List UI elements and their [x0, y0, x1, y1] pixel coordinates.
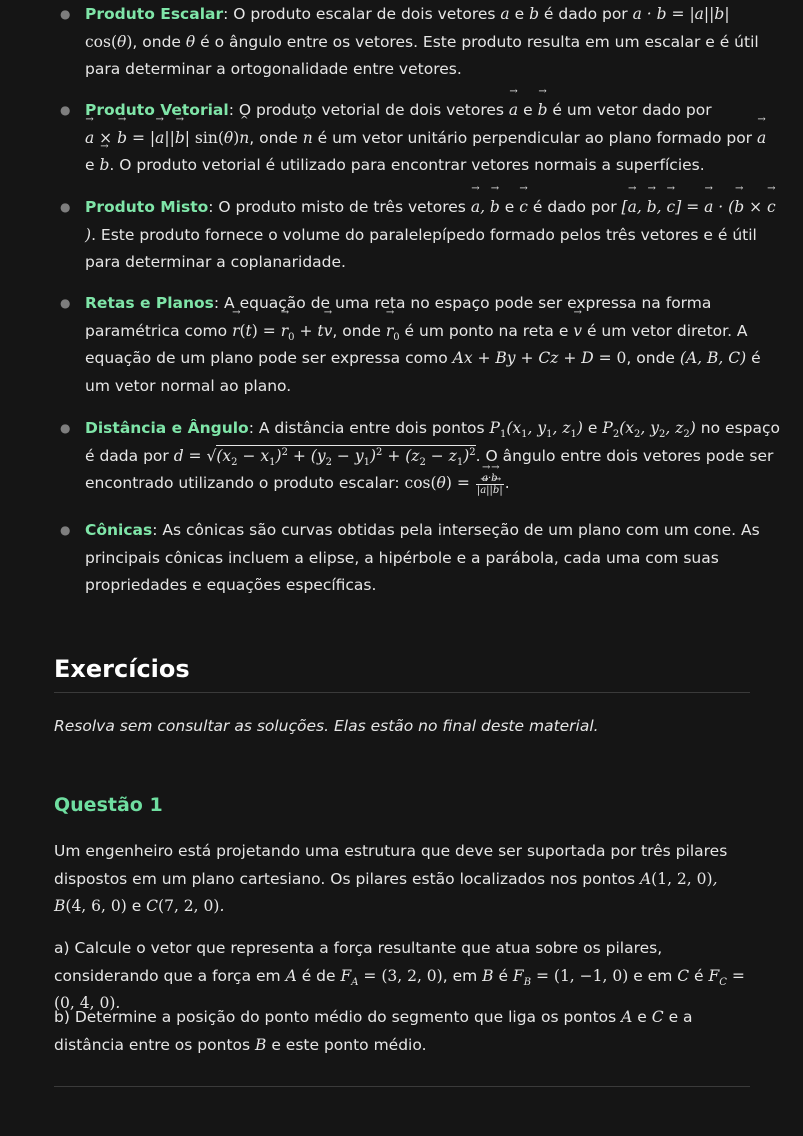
math-triple-formula: [→ a, → b, → c] = → a · (→ b × → c) [85, 198, 776, 244]
math-dot-formula: → a · → b = |→ a||→ b| cos(θ) [85, 5, 730, 51]
math-cross-formula: → a × → b = |→ a||→ b| sin(θ)^ n [85, 129, 249, 147]
bullet-icon: ● [60, 523, 71, 537]
topic-item: ● Cônicas: As cônicas são curvas obtidas pela interseção de um plano com um cone. As principais cônicas incluem a elipse, a hipérbole e a parábola, cada uma com suas propriedades e equações específicas. [60, 517, 785, 600]
exercises-note: Resolva sem consultar as soluções. Elas estão no final deste material. [54, 717, 599, 735]
question-part-b: b) Determine a posição do ponto médio do segmento que liga os pontos A e C e a distância entre os pontos B e este ponto médio. [54, 1008, 693, 1054]
topic-item: ● Retas e Planos: A equação de uma reta no espaço pode ser expressa na forma paramétrica como → r(t) = → $r_0 + t\to v$, onde → $r_0$ é um ponto na reta e → v é um vetor diretor. A equação de um plano pode ser expressa como Ax + By + Cz + D = 0, onde (A, B, C) é um vetor normal ao plano. [60, 290, 785, 400]
math-plane-formula: Ax + By + Cz + D = 0 [452, 349, 627, 367]
bullet-icon: ● [60, 296, 71, 310]
math-angle-formula: cos(θ) = → $\frac{a\cdot\to b}{|\to a||\to b|}$ [405, 474, 505, 492]
bullet-icon: ● [60, 7, 71, 21]
bullet-icon: ● [60, 421, 71, 435]
question-title: Questão 1 [54, 794, 163, 816]
topic-item: ● Produto Vetorial: O produto vetorial de dois vetores → a e → b é um vetor dado por → a × → b = |→ a||→ b| sin(θ)^ n, onde ^ n é um vetor unitário perpendicular ao plano formado por → a e → b. O produto vetorial é utilizado para encontrar vetores normais a superfícies. [60, 97, 785, 180]
math-distance-formula: $d = √(x_2 - x_1)^2 + (y_2 - y_1)^2 + (z_2 - z_1)^2$ [173, 446, 476, 468]
math-theta: θ [185, 32, 196, 51]
math-a: → a [500, 1, 509, 29]
topic-title: Cônicas [85, 521, 153, 539]
bullet-icon: ● [60, 200, 71, 214]
topic-title: Produto Escalar [85, 5, 224, 23]
math-b: → b [529, 1, 539, 29]
topic-item: ● Produto Escalar: O produto escalar de dois vetores → a e → b é dado por → a · → b = |→ a||→ b| cos(θ), onde θ é o ângulo entre os vetores. Este produto resulta em um escalar e é útil para determinar a ortogonalidade entre vetores. [60, 1, 785, 84]
question-part-a: a) Calcule o vetor que representa a força resultante que atua sobre os pilares, considerando que a força em A é de $F_A = (3$, 2, 0), em B é $F_B = (1$, −1, 0) e em C é $F_C = (0$, 4, 0). [54, 939, 745, 1012]
bullet-icon: ● [60, 103, 71, 117]
topic-item: ● Produto Misto: O produto misto de três vetores → a, → b e → c é dado por [→ a, → b, → c] = → a · (→ b × → c). Este produto fornece o volume do paralelepípedo formado pelos três vetores e é útil para determinar a coplanaridade. [60, 194, 785, 277]
topic-title: Produto Misto [85, 198, 209, 216]
topic-title: Produto Vetorial [85, 101, 229, 119]
topic-item: ● Distância e Ângulo: A distância entre dois pontos $P_1(x_1$, $y_1$, $z_1$) e $P_2(x_2$, $y_2$, $z_2$) no espaço é dada por $d = √(x_2 - x_1)^2 + (y_2 - y_1)^2 + (z_2 - z_1)^2$. O ângulo entre dois vetores pode ser encontrado utilizando o produto escalar: cos(θ) = → $\frac{a\cdot\to b}{|\to a||\to b|}$ . [60, 415, 785, 498]
question-intro: Um engenheiro está projetando uma estrutura que deve ser suportada por três pilares dispostos em um plano cartesiano. Os pilares estão localizados nos pontos A(1, 2, 0), B(4, 6, 0) e C(7, 2, 0). [54, 842, 728, 915]
divider [54, 692, 750, 693]
topic-title: Retas e Planos [85, 294, 214, 312]
exercises-heading: Exercícios [54, 655, 190, 683]
math-line-formula: → r(t) = → $r_0 + t\to v$ [232, 322, 332, 340]
topic-title: Distância e Ângulo [85, 419, 249, 437]
divider [54, 1086, 750, 1087]
